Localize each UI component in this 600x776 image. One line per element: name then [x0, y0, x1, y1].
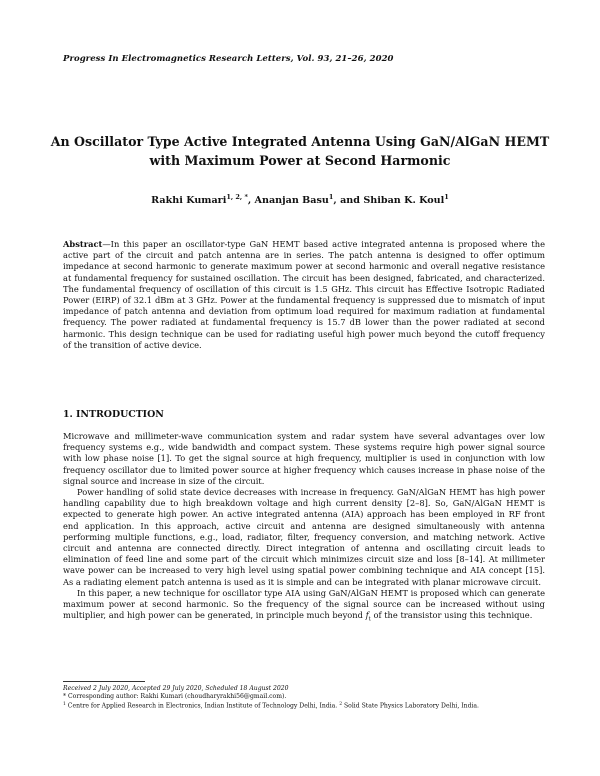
author-separator: , and: [333, 195, 364, 206]
footnote-marker: 2: [339, 702, 343, 708]
journal-header: Progress In Electromagnetics Research Letters, Vol. 93, 21–26, 2020: [63, 54, 394, 64]
section-heading: 1. INTRODUCTION: [63, 409, 164, 420]
footnote-text: Centre for Applied Research in Electronics, Indian Institute of Technology Delhi, India.: [65, 702, 340, 710]
author-name: Rakhi Kumari: [151, 195, 227, 206]
author-name: Shiban K. Koul: [363, 195, 445, 206]
footnote-text: Corresponding author: Rakhi Kumari (choudharyrakhi56@gmail.com).: [66, 693, 287, 701]
author-list: [40, 193, 560, 206]
author-name: Ananjan Basu: [254, 195, 329, 206]
paragraph: Microwave and millimeter-wave communication system and radar system have several advantages over low frequency systems e.g., wide bandwidth and compact system. These systems require high power signal source with low phase noise [1]. To get the signal source at high frequency, multiplier is used in conjunction with low frequency oscillator due to limited power source at higher frequency which causes increase in phase noise of the signal source and increase in size of the circuit.: [63, 431, 545, 486]
paragraph: Power handling of solid state device decreases with increase in frequency. GaN/AlGaN HEMT has high power handling capability due to high breakdown voltage and high current density [2–8]. So, GaN/AlGaN HEMT is expected to generate high power. An active integrated antenna (AIA) approach has been employed in RF front end application. In this approach, active circuit and antenna are designed simultaneously with antenna performing multiple functions, e.g., load, radiator, filter, frequency conversion, and matching network. Active circuit and antenna are connected directly. Direct integration of antenna and oscillating circuit leads to elimination of feed line and some part of the circuit which minimizes circuit size and loss [8–14]. At millimeter wave power can be increased to very high level using spatial power combining technique and AIA concept [15]. As a radiating element patch antenna is used as it is simple and can be integrated with planar microwave circuit.: [63, 487, 545, 587]
paper-title: An Oscillator Type Active Integrated Antenna Using GaN/AlGaN HEMT with Maximum Power at Second Harmonic: [50, 134, 550, 168]
affiliation-marker: 1: [444, 193, 449, 201]
abstract: [63, 239, 545, 351]
abstract-text: —In this paper an oscillator-type GaN HEMT based active integrated antenna is proposed where the active part of the circuit and patch antenna are in series. The patch antenna is designed to offer optimum impedance at second harmonic to generate maximum power at second harmonic and overall negative resistance at fundamental frequency for sustained oscillation. The circuit has been designed, fabricated, and characterized. The fundamental frequency of oscillation of this circuit is 1.5 GHz. This circuit has Effective Isotropic Radiated Power (EIRP) of 32.1 dBm at 3 GHz. Power at the fundamental frequency is suppressed due to mismatch of input impedance of patch antenna and deviation from optimum load required for maximum radiation at fundamental frequency. The power radiated at fundamental frequency is 15.7 dB lower than the power radiated at second harmonic. This design technique can be used for radiating useful high power much beyond the cutoff frequency of the transition of active device.: [63, 239, 545, 350]
author-separator: ,: [247, 195, 255, 206]
footnote-marker: 1: [63, 702, 66, 708]
math-variable: f: [365, 610, 369, 621]
paragraph: [63, 588, 545, 626]
section-body: [63, 431, 545, 626]
math-subscript: t: [368, 616, 371, 623]
footnote-text: Solid State Physics Laboratory Delhi, India.: [342, 702, 479, 710]
footnotes: [63, 685, 545, 711]
affiliations: [63, 701, 545, 711]
footnote-rule: [63, 681, 145, 682]
abstract-label: Abstract: [63, 239, 103, 249]
affiliation-marker: 1, 2, *: [226, 193, 248, 201]
footnote-marker: *: [63, 693, 67, 701]
affiliation-marker: 1: [328, 193, 334, 201]
paragraph-text: of the transistor using this technique.: [370, 610, 533, 621]
received-dates: Received 2 July 2020, Accepted 29 July 2020, Scheduled 18 August 2020: [63, 685, 289, 692]
corresponding-author: [63, 693, 545, 701]
paragraph-text: In this paper, a new technique for oscillator type AIA using GaN/AlGaN HEMT is proposed which can generate maximum power at second harmonic. So the frequency of the signal source can be increased without using multiplier, and high power can be generated, in principle much beyond: [63, 587, 545, 621]
